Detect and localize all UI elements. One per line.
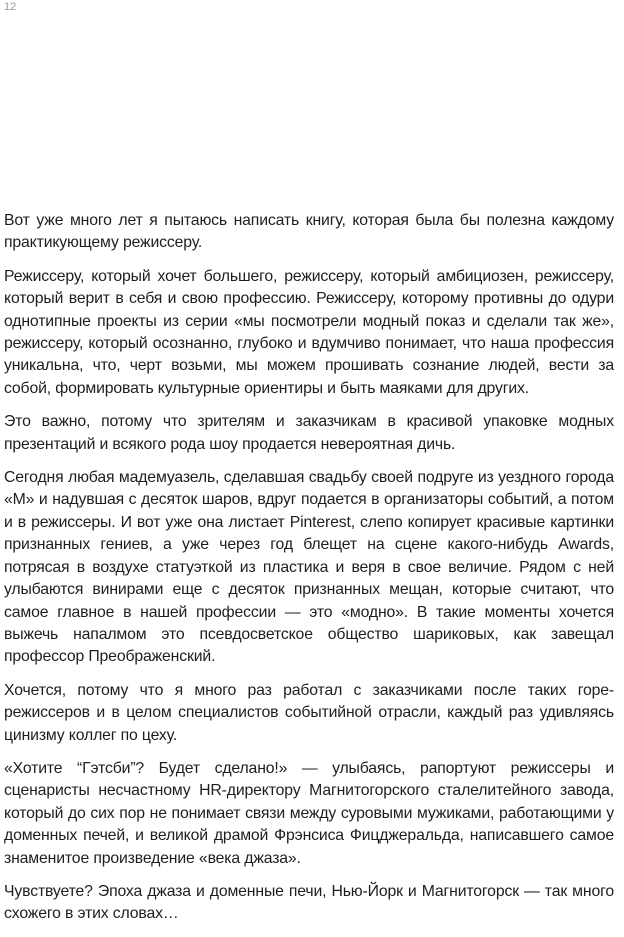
paragraph-2: Режиссеру, который хочет большего, режиссеру, который амбициозен, режиссеру, который верит в себя и свою профессию. Режиссеру, которому противны до одури однотипные проекты из серии «мы посмотрели модный показ и сделали так же», режиссеру, который осознанно, глубоко и вдумчиво понимает, что наша профессия уникальна, что, черт возьми, мы можем прошивать сознание людей, вести за собой, формировать культурные ориентиры и быть маяками для других. [4, 267, 614, 397]
page-number: 12 [4, 1, 17, 13]
paragraph-3: Это важно, потому что зрителям и заказчикам в красивой упаковке модных презентаций и всякого рода шоу продается невероятная дичь. [4, 413, 614, 453]
document-body [4, 210, 614, 937]
paragraph-7: Чувствуете? Эпоха джаза и доменные печи, Нью-Йорк и Магнитогорск — так много схожего в этих словах… [4, 882, 614, 923]
paragraph-1: Вот уже много лет я пытаюсь написать книгу, которая была бы полезна каждому практикующему режиссеру. [4, 212, 614, 252]
paragraph-4: Сегодня любая мадемуазель, сделавшая свадьбу своей подруге из уездного города «М» и надувшая с десяток шаров, вдруг подается в организаторы событий, а потом и в режиссеры. И вот уже она листает Pinterest, слепо копирует красивые картинки признанных гениев, а уже через год блещет на сцене какого-нибудь Awards, потрясая в воздухе статуэткой из пластика и веря в свое величие. Рядом с ней улыбаются винирами еще с десяток признанных мещан, которые считают, что самое главное в нашей профессии — это «модно». В такие моменты хочется выжечь напалмом это псевдосветское общество шариковых, как завещал профессор Преображенский. [4, 469, 614, 666]
paragraph-6: «Хотите “Гэтсби”? Будет сделано!» — улыбаясь, рапортуют режиссеры и сценаристы несчастному HR-директору Магнитогорского сталелитейного завода, который до сих пор не понимает связи между суровыми мужиками, работающими у доменных печей, и великой драмой Фрэнсиса Фицджеральда, написавшего самое знаменитое произведение «века джаза». [4, 759, 614, 867]
paragraph-5: Хочется, потому что я много раз работал с заказчиками после таких горе-режиссеров и в целом специалистов событийной отрасли, каждый раз удивляясь цинизму коллег по цеху. [4, 681, 614, 744]
